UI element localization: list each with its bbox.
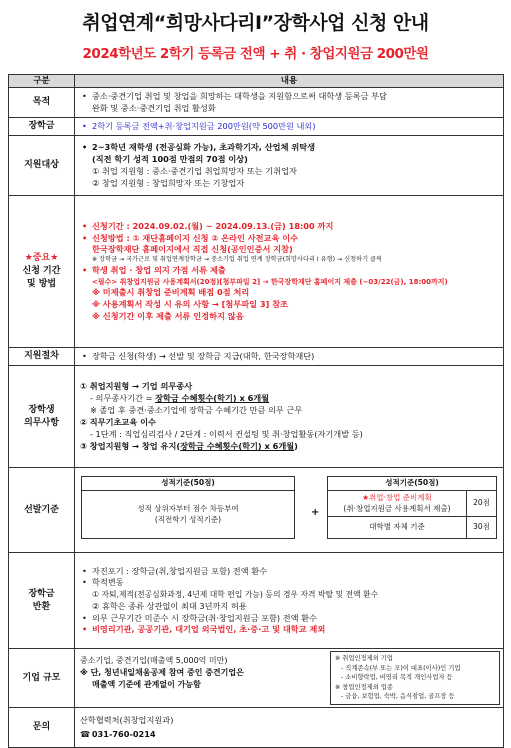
row-refund: [9, 553, 504, 649]
apply-required: <필수> 취창업지원금 사용계획서(20점)[첨부파일 2] → 한국장학재단 홈페이지 제출 (~03/22(금), 18:00까지): [92, 278, 448, 287]
label-selection: 선발기준: [9, 468, 75, 553]
content-contact: [75, 708, 504, 748]
row-purpose: [9, 88, 504, 118]
label-contact: 문의: [9, 708, 75, 748]
content-procedure: 장학금 신청(학생) → 선발 및 장학금 지급(대학, 한국장학재단): [75, 348, 504, 366]
label-purpose: 목적: [9, 88, 75, 118]
important-mark: ★중요★: [24, 253, 59, 264]
label-target: 지원대상: [9, 136, 75, 196]
header-content: 내용: [75, 75, 504, 88]
row-obligation: [9, 366, 504, 468]
page-title: 취업연계“희망사다리Ⅰ”장학사업 신청 안내: [82, 12, 429, 34]
label-procedure: 지원절차: [9, 348, 75, 366]
exclusion-note-box: ※ 취업인정제외 기업 - 직계존속(부 또는 모)이 대표(이사)인 기업 - 소비향락업, 비영리 목적 개인사업자 등 ※ 창업인정제외 업종 - 금융, 보험업, 숙박, 음식점업, 골프장 등: [330, 651, 500, 704]
selection-plan-box: 성적기준(50점) ★취업·창업 준비계획 (취·창업지원금 사용계획서 제출) 20점 대학별 자체 기준 30점: [327, 476, 497, 539]
row-target: [9, 136, 504, 196]
plus-sign: +: [311, 507, 320, 519]
contact-office: 산학협력처(취창업지원과): [80, 714, 174, 725]
row-apply: [9, 196, 504, 348]
row-contact: [9, 708, 504, 748]
contact-phone: 031-760-0214: [91, 729, 156, 740]
content-scale: 중소기업, 중견기업(매출액 5,000억 미만) ※ 단, 청년내일채움공제 참여 중인 중견기업은 매출액 기준에 관계없이 가능함 ※ 취업인정제외 기업 - 직계존속(부 또는 모)이 대표(이사)인 기업 - 소비향락업, 비영리 목적 개인사업자 등 ※ 창업인정제외 업종 - 금융, 보험업, 숙박, 음식점업, 골프장 등: [75, 649, 504, 708]
label-obligation: 장학생 의무사항: [9, 366, 75, 468]
selection-grade-box: 성적기준(50점) 성적 상위자부터 점수 차등부여 (직전학기 성적기준): [81, 476, 295, 539]
info-table: [8, 74, 504, 748]
apply-path: ※ 장학금 → 국가근로 및 취업연계장학금 → 중소기업 취업 연계 장학금(희망사다리 I 유형) → 신청하기 클릭: [92, 256, 382, 264]
content-apply: 신청기간 : 2024.09.02.(월) ~ 2024.09.13.(금) 18:00 까지 신청방법 : ① 재단홈페이지 신청 ② 온라인 사전교육 이수 한국장학재단 홈페이지에서 직접 신청(공인인증서 지참) ※ 장학금 → 국가근로 및 취업연계장학금 → 중소기업 취업 연계 장학금(희망사다리 I 유형) → 신청하기 클릭 학생 취업 · 창업 의지 가점 서류 제출 <필수> 취창업지원금 사용계획서(20점)[첨부파일 2] → 한국장학재단 홈페이지 제출 (~03/22(금), 18:00까지) ※ 미제출시 취창업 준비계획 배점 0점 처리 ※ 사용계획서 작성 시 유의 사항 → [첨부파일 3] 참조 ※ 신청기간 이후 제출 서류 인정하지 않음: [75, 196, 504, 348]
content-target: 2~3학년 재학생 (전공심화 가능), 초과학기자, 산업체 위탁생 (직전 학기 성적 100점 만점의 70점 이상) ① 취업 지원형 : 중소·중견기업 취업희망자 또는 기취업자 ② 창업 지원형 : 창업희망자 또는 기창업자: [75, 136, 504, 196]
content-refund: 자진포기 : 장학금(취,창업지원금 포함) 전액 환수 학적변동 ① 자퇴,제적(전공심화과정, 4년제 대학 편입 가능) 등의 경우 자격 박탈 및 전액 환수 ② 휴학은 종류 상관없이 최대 3년까지 허용 의무 근무기간 미준수 시 장학금(취·창업지원금 포함) 전액 환수 비영리기관, 공공기관, 대기업 외국법인, 초·중·고 및 대학교 제외: [75, 553, 504, 649]
label-apply: ★중요★ 신청 기간 및 방법: [9, 196, 75, 348]
row-procedure: [9, 348, 504, 366]
table-header-row: [9, 75, 504, 88]
page-subtitle: 2024학년도 2학기 등록금 전액 + 취 · 창업지원금 200만원: [82, 46, 429, 62]
row-scale: [9, 649, 504, 708]
label-scholarship: 장학금: [9, 118, 75, 136]
row-selection: [9, 468, 504, 553]
content-purpose: 중소·중견기업 취업 및 창업을 희망하는 대학생을 지원함으로써 대학생 등록금 부담 완화 및 중소·중견기업 취업 활성화: [75, 88, 504, 118]
apply-method: 신청방법 : ① 재단홈페이지 신청 ② 온라인 사전교육 이수: [92, 232, 299, 243]
content-scholarship: 2학기 등록금 전액+취·창업지원금 200만원(약 500만원 내외): [75, 118, 504, 136]
label-scale: 기업 규모: [9, 649, 75, 708]
content-selection: [75, 468, 504, 553]
content-obligation: ① 취업지원형 → 기업 의무종사 - 의무종사기간 = 장학금 수혜횟수(학기) x 6개월 ※ 졸업 후 중견·중소기업에 장학금 수혜기간 만큼 의무 근무 ② 직무기초교육 이수 - 1단계 : 직업심리검사 / 2단계 : 이력서 컨설팅 및 취·창업활동(자기개발 등) ③ 창업지원형 → 창업 유지(장학금 수혜횟수(학기) x 6개월): [75, 366, 504, 468]
phone-icon: ☎: [80, 729, 91, 740]
row-scholarship: [9, 118, 504, 136]
apply-period: 신청기간 : 2024.09.02.(월) ~ 2024.09.13.(금) 18:00 까지: [92, 220, 334, 231]
header-category: 구분: [9, 75, 75, 88]
label-refund: 장학금 반환: [9, 553, 75, 649]
